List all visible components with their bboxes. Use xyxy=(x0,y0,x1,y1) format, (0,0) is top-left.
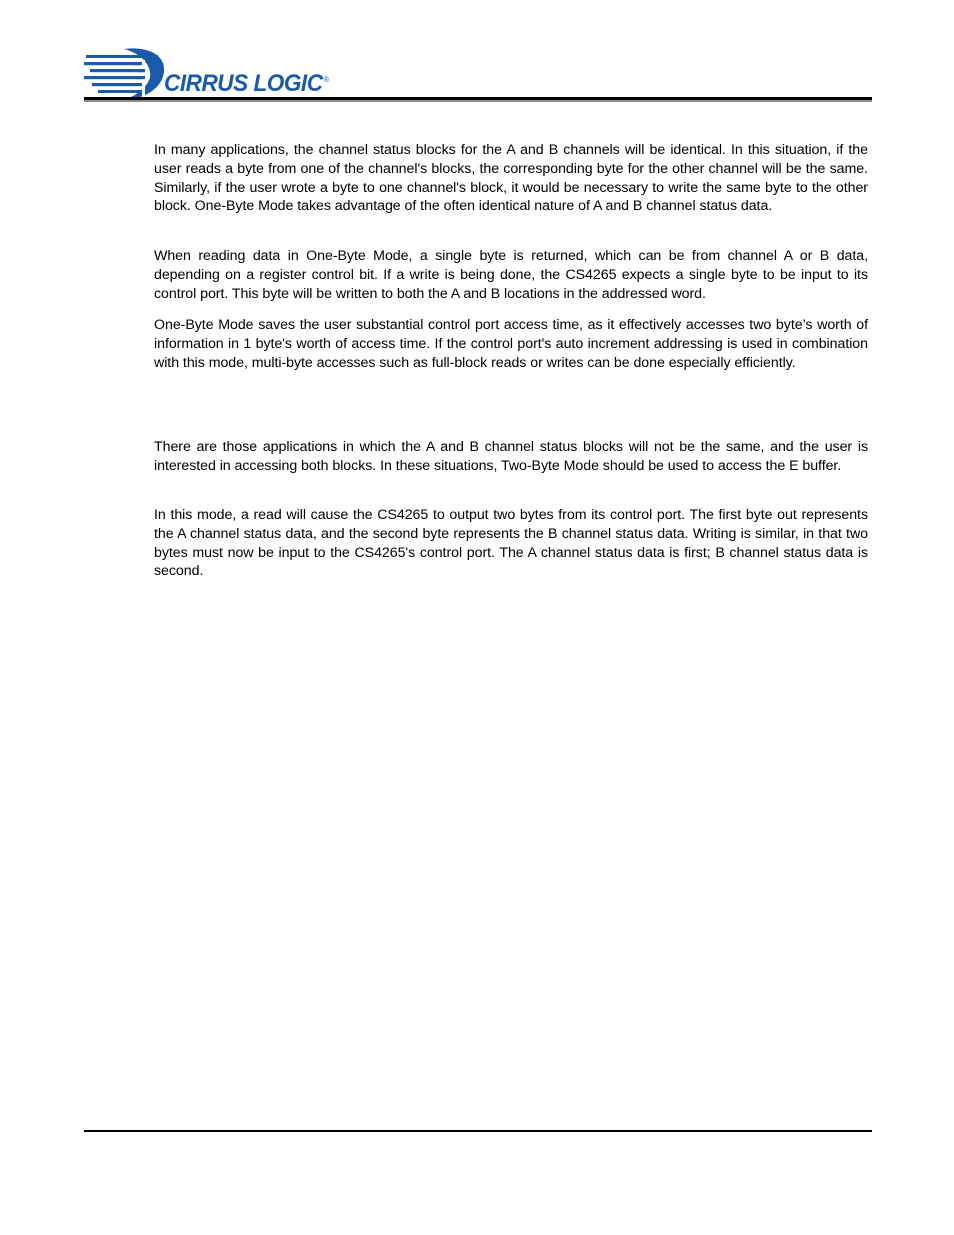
paragraph-two-byte-mode-intro: There are those applications in which the A and B channel status blocks will not be the same, and the user is interested in accessing both blocks. In these situations, Two-Byte Mode should be used to access the E buffer. xyxy=(154,439,868,474)
page-header xyxy=(84,44,872,104)
paragraph-one-byte-mode-read: When reading data in One-Byte Mode, a single byte is returned, which can be from channel A or B data, depending on a register control bit. If a write is being done, the CS4265 expects a single byte to be input to its control port. This byte will be written to both the A and B locations in the addressed word. xyxy=(154,248,868,302)
paragraph-one-byte-mode-savings: One-Byte Mode saves the user substantial control port access time, as it effectively accesses two byte’s worth of information in 1 byte's worth of access time. If the control port's auto increment addressing is used in combination with this mode, multi-byte accesses such as full-block reads or writes can be done especially efficiently. xyxy=(154,317,868,371)
paragraph-one-byte-mode-intro: In many applications, the channel status blocks for the A and B channels will be identical. In this situation, if the user reads a byte from one of the channel's blocks, the corresponding byte for the other channel will be the same. Similarly, if the user wrote a byte to one channel's block, it would be necessary to write the same byte to the other block. One-Byte Mode takes advantage of the often identical nature of A and B channel status data. xyxy=(154,142,868,215)
footer-divider xyxy=(84,1130,872,1132)
paragraph-two-byte-mode-read: In this mode, a read will cause the CS4265 to output two bytes from its control port. The first byte out represents the A channel status data, and the second byte represents the B channel status data. Writing is similar, in that two bytes must now be input to the CS4265's control port. The A channel status data is first; B channel status data is second. xyxy=(154,507,868,580)
logo-wordmark: CIRRUS LOGIC® xyxy=(164,70,329,97)
registered-mark: ® xyxy=(323,75,329,84)
header-divider-shadow xyxy=(84,100,872,102)
cirrus-logic-swoosh-icon xyxy=(84,46,174,100)
cirrus-logic-logo xyxy=(84,46,374,100)
